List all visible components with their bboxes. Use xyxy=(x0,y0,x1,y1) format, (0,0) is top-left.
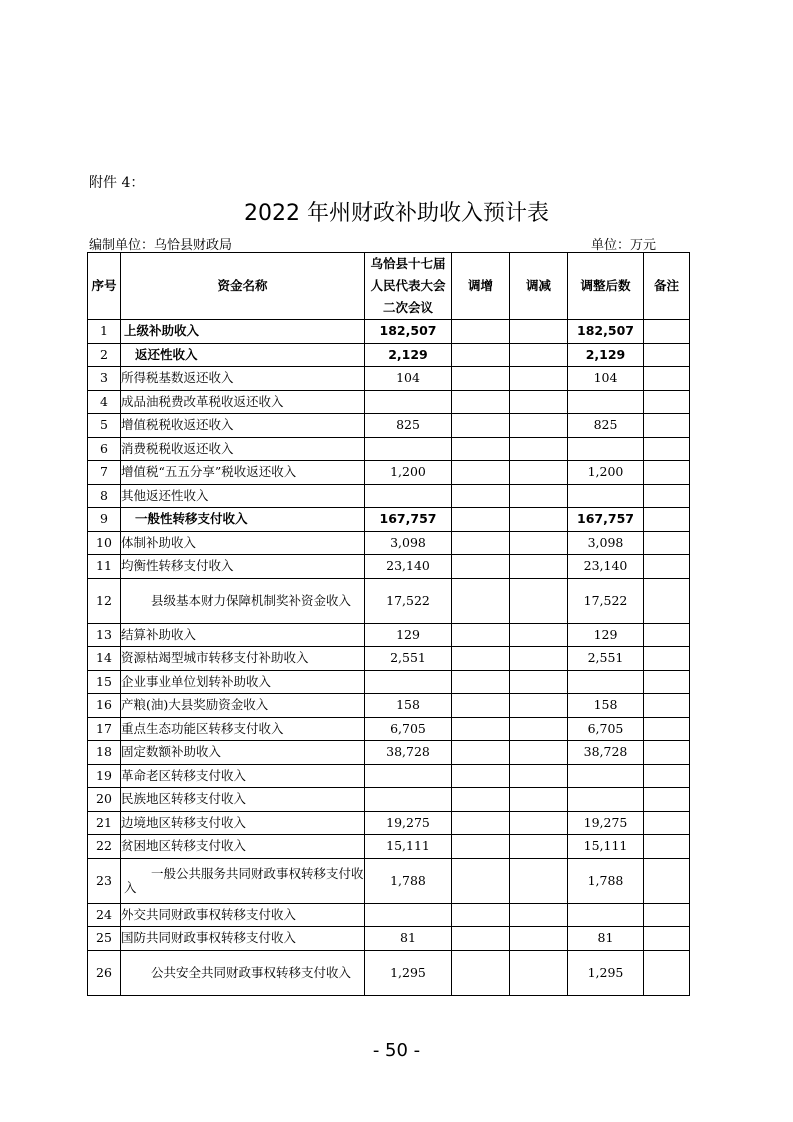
fund-name: 固定数额补助收入 xyxy=(121,741,365,765)
decrease-value xyxy=(510,670,568,694)
increase-value xyxy=(452,694,510,718)
budget-value: 129 xyxy=(365,623,452,647)
note-value xyxy=(644,950,690,995)
budget-value: 15,111 xyxy=(365,835,452,859)
budget-value: 81 xyxy=(365,927,452,951)
table-row xyxy=(88,484,690,508)
header-no: 序号 xyxy=(88,253,121,320)
row-number: 7 xyxy=(88,461,121,485)
adjusted-value: 19,275 xyxy=(568,811,644,835)
row-number: 12 xyxy=(88,578,121,623)
fund-name: 国防共同财政事权转移支付收入 xyxy=(121,927,365,951)
fund-name: 外交共同财政事权转移支付收入 xyxy=(121,903,365,927)
budget-value xyxy=(365,670,452,694)
decrease-value xyxy=(510,903,568,927)
note-value xyxy=(644,694,690,718)
budget-value: 3,098 xyxy=(365,531,452,555)
table-row xyxy=(88,835,690,859)
table-row xyxy=(88,694,690,718)
increase-value xyxy=(452,623,510,647)
decrease-value xyxy=(510,741,568,765)
note-value xyxy=(644,367,690,391)
note-value xyxy=(644,670,690,694)
row-number: 22 xyxy=(88,835,121,859)
adjusted-value: 1,200 xyxy=(568,461,644,485)
table-row xyxy=(88,717,690,741)
note-value xyxy=(644,508,690,532)
decrease-value xyxy=(510,764,568,788)
row-number: 20 xyxy=(88,788,121,812)
decrease-value xyxy=(510,414,568,438)
increase-value xyxy=(452,858,510,903)
budget-value xyxy=(365,437,452,461)
table-row xyxy=(88,437,690,461)
adjusted-value: 17,522 xyxy=(568,578,644,623)
fund-name: 体制补助收入 xyxy=(121,531,365,555)
decrease-value xyxy=(510,835,568,859)
row-number: 10 xyxy=(88,531,121,555)
row-number: 23 xyxy=(88,858,121,903)
increase-value xyxy=(452,741,510,765)
increase-value xyxy=(452,903,510,927)
decrease-value xyxy=(510,343,568,367)
table-row xyxy=(88,670,690,694)
table-row xyxy=(88,927,690,951)
adjusted-value: 6,705 xyxy=(568,717,644,741)
fund-name: 所得税基数返还收入 xyxy=(121,367,365,391)
budget-value: 23,140 xyxy=(365,555,452,579)
decrease-value xyxy=(510,531,568,555)
increase-value xyxy=(452,320,510,344)
increase-value xyxy=(452,390,510,414)
note-value xyxy=(644,647,690,671)
fund-name: 增值税税收返还收入 xyxy=(121,414,365,438)
table-row xyxy=(88,367,690,391)
adjusted-value xyxy=(568,437,644,461)
increase-value xyxy=(452,343,510,367)
decrease-value xyxy=(510,437,568,461)
note-value xyxy=(644,811,690,835)
row-number: 4 xyxy=(88,390,121,414)
row-number: 26 xyxy=(88,950,121,995)
table-body xyxy=(88,320,690,996)
adjusted-value: 104 xyxy=(568,367,644,391)
increase-value xyxy=(452,484,510,508)
fund-name: 贫困地区转移支付收入 xyxy=(121,835,365,859)
note-value xyxy=(644,835,690,859)
row-number: 6 xyxy=(88,437,121,461)
budget-value: 17,522 xyxy=(365,578,452,623)
note-value xyxy=(644,531,690,555)
note-value xyxy=(644,437,690,461)
budget-value xyxy=(365,764,452,788)
fund-name: 公共安全共同财政事权转移支付收入 xyxy=(121,950,365,995)
table-header-row xyxy=(88,253,690,320)
note-value xyxy=(644,858,690,903)
adjusted-value: 2,129 xyxy=(568,343,644,367)
fund-name: 结算补助收入 xyxy=(121,623,365,647)
adjusted-value: 23,140 xyxy=(568,555,644,579)
increase-value xyxy=(452,927,510,951)
adjusted-value: 1,295 xyxy=(568,950,644,995)
decrease-value xyxy=(510,320,568,344)
note-value xyxy=(644,764,690,788)
fund-name: 增值税“五五分享”税收返还收入 xyxy=(121,461,365,485)
header-decrease: 调减 xyxy=(510,253,568,320)
adjusted-value xyxy=(568,670,644,694)
adjusted-value: 167,757 xyxy=(568,508,644,532)
table-row xyxy=(88,461,690,485)
budget-value: 6,705 xyxy=(365,717,452,741)
header-budget: 乌恰县十七届人民代表大会二次会议 xyxy=(365,253,452,320)
note-value xyxy=(644,927,690,951)
fund-name: 革命老区转移支付收入 xyxy=(121,764,365,788)
table-row xyxy=(88,623,690,647)
decrease-value xyxy=(510,694,568,718)
row-number: 9 xyxy=(88,508,121,532)
table-row xyxy=(88,858,690,903)
fund-name: 消费税税收返还收入 xyxy=(121,437,365,461)
decrease-value xyxy=(510,555,568,579)
decrease-value xyxy=(510,788,568,812)
budget-value xyxy=(365,390,452,414)
adjusted-value: 129 xyxy=(568,623,644,647)
row-number: 11 xyxy=(88,555,121,579)
decrease-value xyxy=(510,508,568,532)
header-note: 备注 xyxy=(644,253,690,320)
decrease-value xyxy=(510,461,568,485)
decrease-value xyxy=(510,578,568,623)
increase-value xyxy=(452,950,510,995)
note-value xyxy=(644,717,690,741)
decrease-value xyxy=(510,950,568,995)
row-number: 16 xyxy=(88,694,121,718)
budget-value: 1,788 xyxy=(365,858,452,903)
adjusted-value xyxy=(568,390,644,414)
budget-value: 38,728 xyxy=(365,741,452,765)
adjusted-value: 81 xyxy=(568,927,644,951)
budget-value: 2,129 xyxy=(365,343,452,367)
row-number: 5 xyxy=(88,414,121,438)
fund-name: 重点生态功能区转移支付收入 xyxy=(121,717,365,741)
adjusted-value xyxy=(568,484,644,508)
fund-name: 成品油税费改革税收返还收入 xyxy=(121,390,365,414)
note-value xyxy=(644,390,690,414)
fund-name: 边境地区转移支付收入 xyxy=(121,811,365,835)
decrease-value xyxy=(510,484,568,508)
increase-value xyxy=(452,578,510,623)
fund-name: 均衡性转移支付收入 xyxy=(121,555,365,579)
row-number: 13 xyxy=(88,623,121,647)
increase-value xyxy=(452,835,510,859)
increase-value xyxy=(452,811,510,835)
fund-name: 上级补助收入 xyxy=(121,320,365,344)
adjusted-value: 2,551 xyxy=(568,647,644,671)
row-number: 15 xyxy=(88,670,121,694)
note-value xyxy=(644,343,690,367)
table-row xyxy=(88,741,690,765)
adjusted-value xyxy=(568,788,644,812)
fund-name: 民族地区转移支付收入 xyxy=(121,788,365,812)
row-number: 25 xyxy=(88,927,121,951)
note-value xyxy=(644,320,690,344)
row-number: 3 xyxy=(88,367,121,391)
revenue-table xyxy=(87,252,690,996)
table-row xyxy=(88,531,690,555)
adjusted-value: 182,507 xyxy=(568,320,644,344)
increase-value xyxy=(452,461,510,485)
decrease-value xyxy=(510,623,568,647)
increase-value xyxy=(452,508,510,532)
row-number: 1 xyxy=(88,320,121,344)
decrease-value xyxy=(510,390,568,414)
increase-value xyxy=(452,437,510,461)
attachment-label: 附件 4： xyxy=(89,175,145,191)
row-number: 2 xyxy=(88,343,121,367)
adjusted-value xyxy=(568,764,644,788)
adjusted-value: 1,788 xyxy=(568,858,644,903)
page-number: - 50 - xyxy=(372,1040,421,1061)
fund-name: 返还性收入 xyxy=(121,343,365,367)
increase-value xyxy=(452,555,510,579)
increase-value xyxy=(452,717,510,741)
currency-unit: 单位：万元 xyxy=(591,238,657,253)
row-number: 24 xyxy=(88,903,121,927)
increase-value xyxy=(452,764,510,788)
row-number: 18 xyxy=(88,741,121,765)
row-number: 17 xyxy=(88,717,121,741)
header-name: 资金名称 xyxy=(121,253,365,320)
budget-value: 1,295 xyxy=(365,950,452,995)
budget-value: 19,275 xyxy=(365,811,452,835)
decrease-value xyxy=(510,647,568,671)
row-number: 19 xyxy=(88,764,121,788)
table-row xyxy=(88,508,690,532)
table-row xyxy=(88,764,690,788)
budget-value: 104 xyxy=(365,367,452,391)
table-row xyxy=(88,343,690,367)
table-row xyxy=(88,903,690,927)
increase-value xyxy=(452,367,510,391)
note-value xyxy=(644,741,690,765)
fund-name: 资源枯竭型城市转移支付补助收入 xyxy=(121,647,365,671)
adjusted-value: 38,728 xyxy=(568,741,644,765)
note-value xyxy=(644,623,690,647)
budget-value: 167,757 xyxy=(365,508,452,532)
fund-name: 产粮(油)大县奖励资金收入 xyxy=(121,694,365,718)
increase-value xyxy=(452,414,510,438)
budget-value: 2,551 xyxy=(365,647,452,671)
table-row xyxy=(88,390,690,414)
fund-name: 县级基本财力保障机制奖补资金收入 xyxy=(121,578,365,623)
decrease-value xyxy=(510,367,568,391)
note-value xyxy=(644,484,690,508)
adjusted-value: 15,111 xyxy=(568,835,644,859)
decrease-value xyxy=(510,717,568,741)
row-number: 14 xyxy=(88,647,121,671)
adjusted-value: 3,098 xyxy=(568,531,644,555)
fund-name: 其他返还性收入 xyxy=(121,484,365,508)
row-number: 8 xyxy=(88,484,121,508)
budget-value xyxy=(365,484,452,508)
decrease-value xyxy=(510,858,568,903)
decrease-value xyxy=(510,811,568,835)
table-row xyxy=(88,555,690,579)
header-increase: 调增 xyxy=(452,253,510,320)
increase-value xyxy=(452,788,510,812)
increase-value xyxy=(452,531,510,555)
note-value xyxy=(644,788,690,812)
table-row xyxy=(88,647,690,671)
budget-value: 825 xyxy=(365,414,452,438)
budget-value: 1,200 xyxy=(365,461,452,485)
table-row xyxy=(88,320,690,344)
adjusted-value: 158 xyxy=(568,694,644,718)
table-row xyxy=(88,578,690,623)
fund-name: 企业事业单位划转补助收入 xyxy=(121,670,365,694)
budget-value xyxy=(365,903,452,927)
table-row xyxy=(88,788,690,812)
page-title: 2022 年州财政补助收入预计表 xyxy=(244,201,549,226)
decrease-value xyxy=(510,927,568,951)
fund-name: 一般公共服务共同财政事权转移支付收入 xyxy=(121,858,365,903)
table-row xyxy=(88,811,690,835)
header-adjusted: 调整后数 xyxy=(568,253,644,320)
note-value xyxy=(644,555,690,579)
fund-name: 一般性转移支付收入 xyxy=(121,508,365,532)
budget-value: 182,507 xyxy=(365,320,452,344)
increase-value xyxy=(452,647,510,671)
increase-value xyxy=(452,670,510,694)
note-value xyxy=(644,461,690,485)
budget-value xyxy=(365,788,452,812)
note-value xyxy=(644,414,690,438)
adjusted-value: 825 xyxy=(568,414,644,438)
note-value xyxy=(644,903,690,927)
row-number: 21 xyxy=(88,811,121,835)
adjusted-value xyxy=(568,903,644,927)
budget-value: 158 xyxy=(365,694,452,718)
table-row xyxy=(88,414,690,438)
compiler-unit: 编制单位：乌恰县财政局 xyxy=(89,238,233,253)
note-value xyxy=(644,578,690,623)
table-row xyxy=(88,950,690,995)
